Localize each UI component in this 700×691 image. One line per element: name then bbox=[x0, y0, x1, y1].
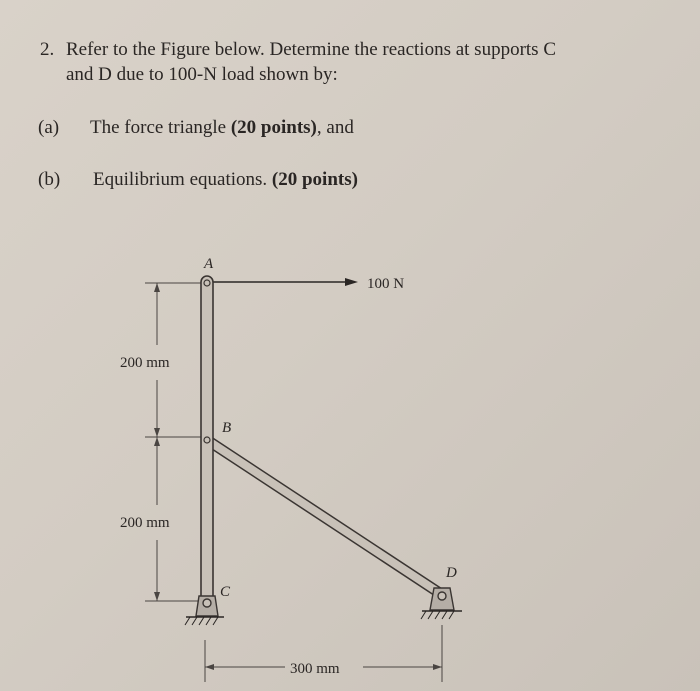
dim-upper-arrow-top bbox=[154, 283, 160, 292]
part-b-text-body: Equilibrium equations. bbox=[93, 169, 272, 190]
pin-d bbox=[438, 592, 446, 600]
label-point-c: C bbox=[220, 584, 231, 600]
part-b-points: (20 points) bbox=[271, 169, 358, 190]
part-a-label: (a) bbox=[38, 117, 60, 138]
label-point-d: D bbox=[446, 565, 457, 581]
problem-number: 2. bbox=[40, 39, 55, 60]
part-b-label: (b) bbox=[38, 169, 61, 190]
dim-horiz-arrow-right bbox=[433, 664, 442, 670]
part-a-tail: , and bbox=[316, 117, 354, 138]
support-c-hatch bbox=[185, 617, 218, 625]
support-d-hatch bbox=[421, 611, 454, 619]
label-dim-horizontal: 300 mm bbox=[290, 661, 340, 677]
problem-statement-line1: Refer to the Figure below. Determine the reactions at supports C bbox=[66, 39, 556, 60]
part-a-text-body: The force triangle bbox=[90, 117, 231, 138]
dim-lower-arrow-top bbox=[154, 437, 160, 446]
pin-c bbox=[203, 599, 211, 607]
dim-horiz-arrow-left bbox=[205, 664, 214, 670]
problem-statement-line2: and D due to 100-N load shown by: bbox=[66, 64, 338, 85]
label-dim-lower: 200 mm bbox=[120, 515, 170, 531]
label-dim-upper: 200 mm bbox=[120, 355, 170, 371]
label-point-a: A bbox=[204, 256, 214, 272]
label-point-b: B bbox=[222, 420, 232, 436]
load-arrow-head bbox=[345, 278, 358, 286]
label-load: 100 N bbox=[367, 276, 405, 292]
member-bd-fill bbox=[207, 440, 441, 594]
part-a-points: (20 points) bbox=[230, 117, 317, 138]
dim-upper-arrow-bottom bbox=[154, 428, 160, 437]
dim-lower-arrow-bottom bbox=[154, 592, 160, 601]
pin-a bbox=[204, 280, 210, 286]
pin-b bbox=[204, 437, 210, 443]
